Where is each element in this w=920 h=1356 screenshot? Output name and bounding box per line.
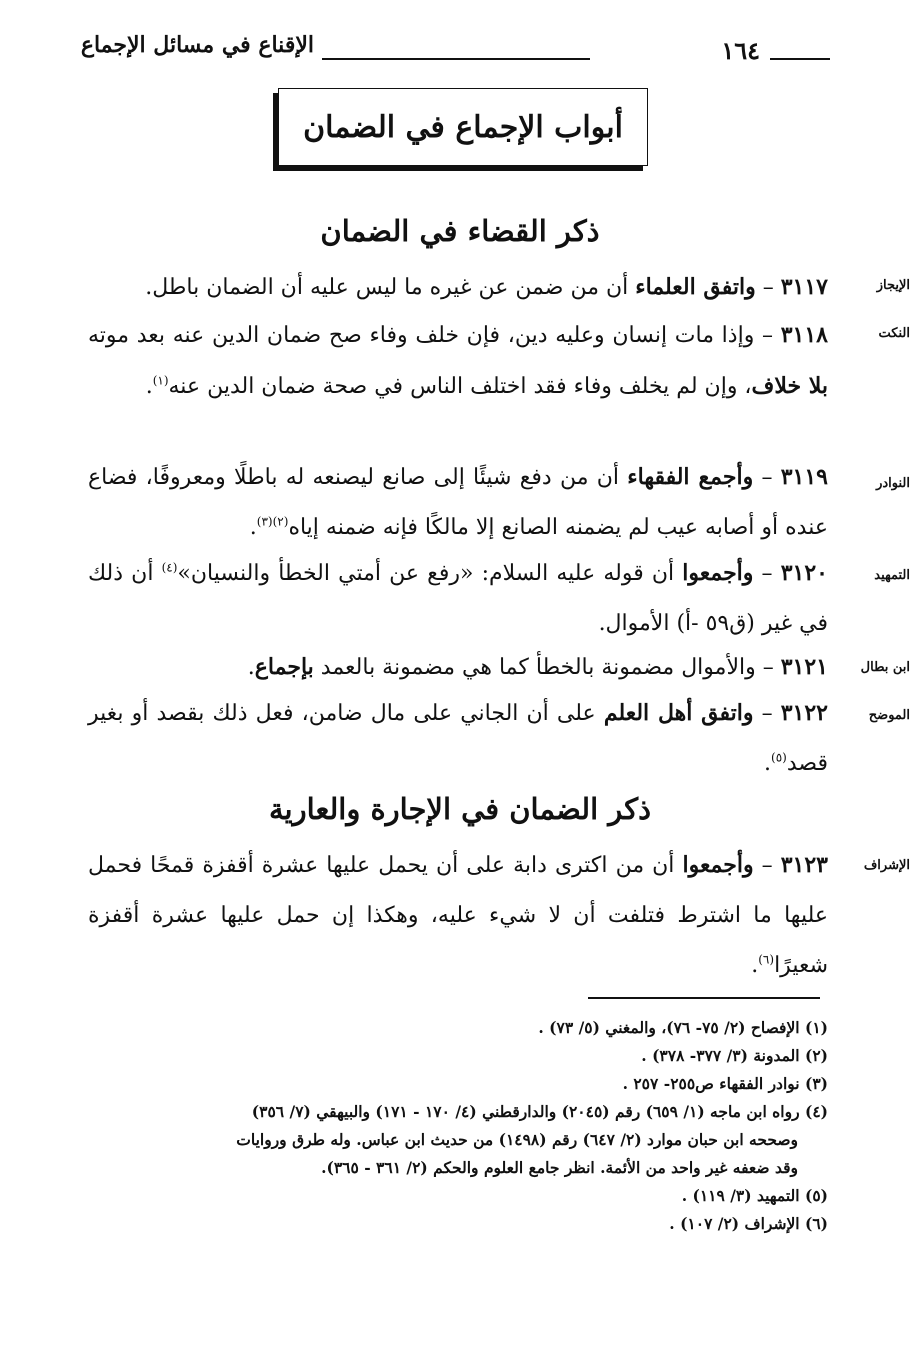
entry-number: ٣١٢٢ — [780, 700, 828, 726]
entry-number: ٣١١٨ — [780, 322, 828, 348]
footnote-ref: (٤) — [161, 560, 178, 575]
source-label: الموضح — [868, 708, 910, 723]
footnote: (٣) نوادر الفقهاء ص٢٥٥- ٢٥٧ . — [622, 1074, 828, 1093]
entry-lead: وأجمع الفقهاء — [627, 464, 754, 490]
entry: ٣١١٨ – وإذا مات إنسان وعليه دين، فإن خلف وفاء صح ضمان الدين عنه بعد موته بلا خلاف، وإن لم يخلف وفاء فقد اختلف الناس في صحة ضمان الدين عنه$^{(١)}$. — [88, 322, 828, 399]
entry-text: ، وإن لم يخلف وفاء فقد اختلف الناس في صحة ضمان الدين عنه — [168, 374, 752, 399]
entry-text: وإذا مات إنسان وعليه دين، فإن خلف وفاء صح ضمان الدين عنه بعد موته — [88, 323, 755, 348]
footnote: (١) الإفصاح (٢/ ٧٥- ٧٦)، والمغني (٥/ ٧٣) . — [538, 1018, 828, 1037]
footnotes — [84, 1014, 828, 1238]
entry: ٣١٢٠ – وأجمعوا أن قوله عليه السلام: «رفع عن أمتي الخطأ والنسيان»$^{(٤)}$ أن ذلك في غير (ق٥٩ -أ) الأموال. — [88, 560, 828, 636]
footnote-separator — [588, 997, 820, 999]
footnote: (٦) الإشراف (٢/ ١٠٧) . — [669, 1214, 828, 1233]
section-title: ذكر الضمان في الإجارة والعارية — [269, 792, 651, 826]
footnote: (٥) التمهيد (٣/ ١١٩) . — [681, 1186, 828, 1205]
entry-number: ٣١١٧ — [780, 274, 828, 300]
source-label: الإشراف — [863, 858, 910, 873]
entry-lead: وأجمعوا — [682, 852, 754, 878]
entry: ٣١١٧ – واتفق العلماء أن من ضمن عن غيره ما ليس عليه أن الضمان باطل. — [145, 274, 828, 300]
entry-number: ٣١١٩ — [780, 464, 828, 490]
footnote-ref: (١) — [152, 373, 169, 388]
entry: ٣١١٩ – وأجمع الفقهاء أن من دفع شيئًا إلى صانع ليصنعه له باطلًا ومعروفًا، فضاع عنده أو أصابه عيب لم يضمنه الصانع إلا مالكًا فإنه ضمنه إياه$^{(٢)(٣)}$. — [88, 464, 828, 540]
entry-lead: واتفق أهل العلم — [603, 700, 754, 726]
entry: ٣١٢١ – والأموال مضمونة بالخطأ كما هي مضمونة بالعمد بإجماع. — [247, 654, 828, 680]
entry-text: أن ذلك في غير (ق٥٩ -أ) الأموال. — [88, 561, 828, 636]
chapter-title: أبواب الإجماع في الضمان — [303, 109, 623, 145]
footnote-ref: (٦) — [758, 952, 775, 967]
entry-lead: وأجمعوا — [682, 560, 754, 586]
page-number: ١٦٤ — [721, 36, 760, 65]
entry: ٣١٢٣ – وأجمعوا أن من اكترى دابة على أن يحمل عليها عشرة أقفزة قمحًا فحمل عليها ما اشترط فتلفت أن لا شيء عليه، وهكذا إن حمل عليها عشرة أقفزة شعيرًا$^{(٦)}$. — [88, 852, 828, 978]
running-header-title: الإقناع في مسائل الإجماع — [80, 32, 314, 58]
source-label: النوادر — [876, 476, 910, 491]
entry-text: والأموال مضمونة بالخطأ كما هي مضمونة بالعمد — [320, 655, 756, 680]
section-title: ذكر القضاء في الضمان — [320, 214, 600, 248]
entry-text: أن قوله عليه السلام: «رفع عن أمتي الخطأ والنسيان» — [177, 561, 675, 586]
footnote: (٢) المدونة (٣/ ٣٧٧- ٣٧٨) . — [641, 1046, 828, 1065]
entry-text: أن من دفع شيئًا إلى صانع ليصنعه له باطلًا ومعروفًا، فضاع عنده أو أصابه عيب لم يضمنه الصانع إلا مالكًا فإنه ضمنه إياه — [88, 465, 828, 540]
source-label: النكت — [878, 326, 910, 341]
header-rule — [322, 58, 590, 60]
entry-number: ٣١٢٣ — [780, 852, 828, 878]
entry-lead: بلا خلاف — [751, 373, 828, 399]
entry-number: ٣١٢١ — [780, 654, 828, 680]
source-label: التمهيد — [874, 568, 910, 583]
entry-number: ٣١٢٠ — [780, 560, 828, 586]
source-label: الإيجاز — [876, 278, 910, 293]
footnote: (٤) رواه ابن ماجه (١/ ٦٥٩) رقم (٢٠٤٥) والدارقطني (٤/ ١٧٠ - ١٧١) والبيهقي (٧/ ٣٥٦) — [251, 1102, 828, 1121]
entry-text: على أن الجاني على مال ضامن، فعل ذلك بقصد أو بغير قصد — [88, 701, 828, 776]
chapter-title-box — [278, 88, 648, 166]
footnote-continuation: وصححه ابن حبان موارد (٢/ ٦٤٧) رقم (١٤٩٨) من حديث ابن عباس. وله طرق وروايات — [236, 1130, 798, 1149]
footnote-ref: (٥) — [771, 750, 787, 765]
header-rule-left — [770, 58, 830, 60]
entry: ٣١٢٢ – واتفق أهل العلم على أن الجاني على مال ضامن، فعل ذلك بقصد أو بغير قصد$^{(٥)}$. — [88, 700, 828, 776]
source-label: ابن بطال — [860, 660, 910, 675]
footnote-continuation: وقد ضعفه غير واحد من الأئمة. انظر جامع العلوم والحكم (٢/ ٣٦١ - ٣٦٥). — [321, 1158, 798, 1177]
entry-lead: واتفق العلماء — [635, 274, 756, 300]
entry-text: أن من ضمن عن غيره ما ليس عليه أن الضمان باطل. — [145, 275, 629, 300]
footnote-ref: (٢)(٣) — [256, 514, 289, 529]
entry-text: أن من اكترى دابة على أن يحمل عليها عشرة أقفزة قمحًا فحمل عليها ما اشترط فتلفت أن لا شيء عليه، وهكذا إن حمل عليها عشرة أقفزة شعيرًا — [88, 853, 828, 978]
entry-lead: بإجماع — [254, 654, 314, 680]
